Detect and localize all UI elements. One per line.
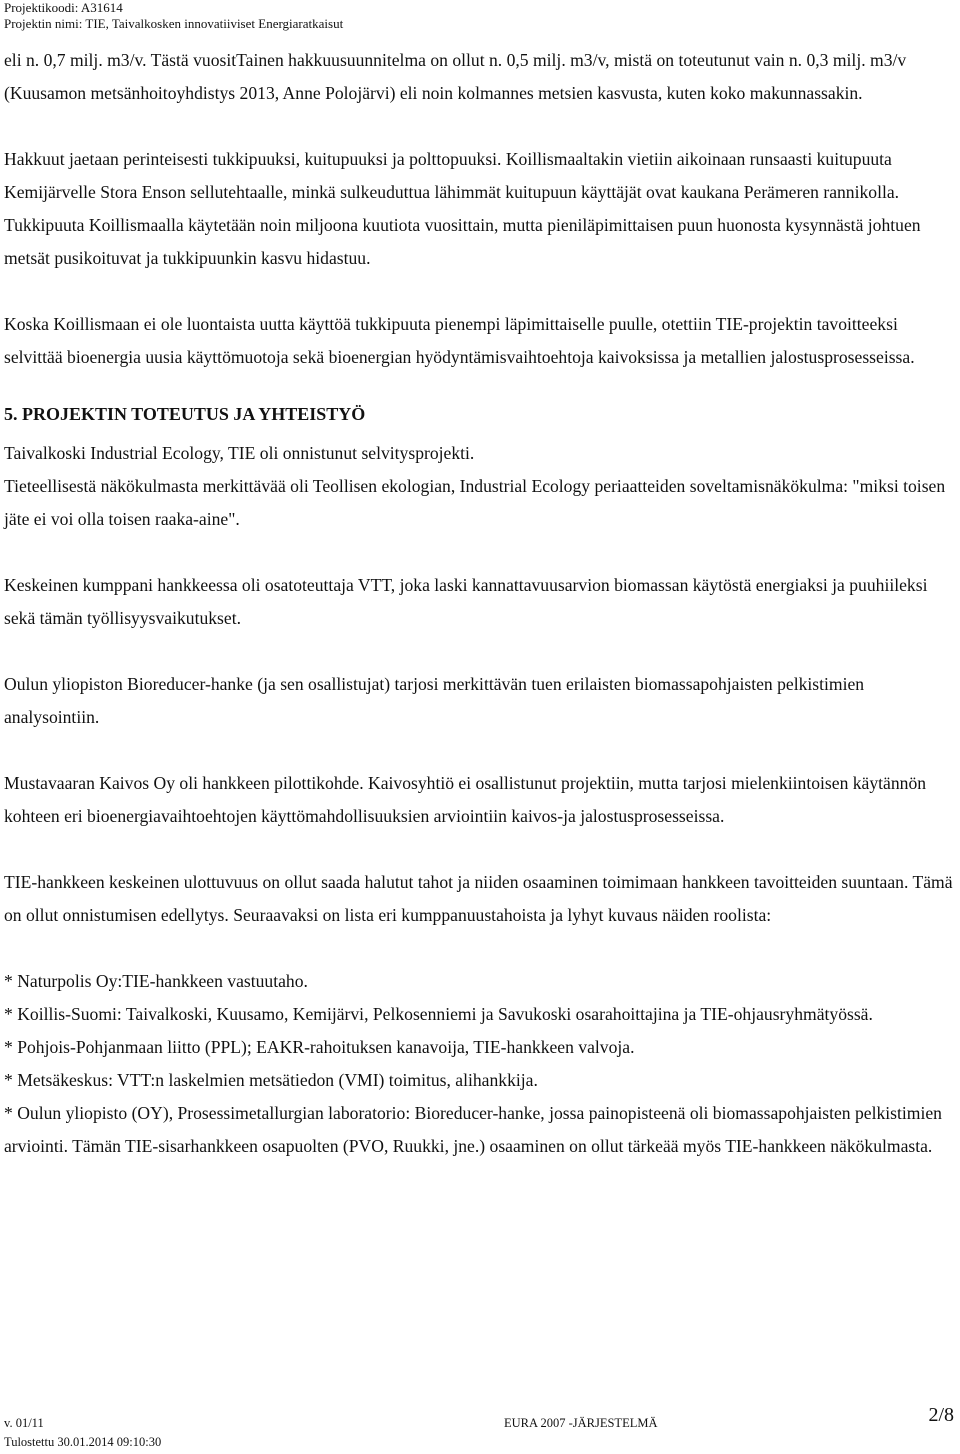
partner-list <box>4 965 956 1163</box>
document-body <box>4 44 956 1163</box>
paragraph-mustavaara: Mustavaaran Kaivos Oy oli hankkeen pilottikohde. Kaivosyhtiö ei osallistunut projektiin, mutta tarjosi mielenkiintoisen käytännön kohteen eri bioenergiavaihtoehtojen käyttömahdollisuuksien arviointiin kaivos-ja jalostusprosesseissa. <box>4 773 927 826</box>
paragraph-tie-summary: Taivalkoski Industrial Ecology, TIE oli onnistunut selvitysprojekti. <box>4 443 475 463</box>
project-name: Projektin nimi: TIE, Taivalkosken innovatiiviset Energiaratkaisut <box>4 16 344 31</box>
section-heading: 5. PROJEKTIN TOTEUTUS JA YHTEISTYÖ <box>4 404 366 424</box>
page-header <box>4 0 343 32</box>
partner-item: * Koillis-Suomi: Taivalkoski, Kuusamo, Kemijärvi, Pelkosenniemi ja Savukoski osarahoittajina ja TIE-ohjausryhmätyössä. <box>4 1004 873 1024</box>
paragraph-harvest-types: Hakkuut jaetaan perinteisesti tukkipuuksi, kuitupuuksi ja polttopuuksi. Koillismaaltakin vietiin aikoinaan runsaasti kuitupuuta Kemijärvelle Stora Enson sellutehtaalle, minkä sulkeuduttua lähimmät kuitupuun käyttäjät ovat kaukana Perämeren rannikolla. Tukkipuuta Koillismaalla käytetään noin miljoona kuutiota vuosittain, mutta pieniläpimittaisen puun huonosta kysynnästä johtuen metsät pusikoituvat ja tukkipuunkin kasvu hidastuu. <box>4 149 921 268</box>
system-name: EURA 2007 -JÄRJESTELMÄ <box>504 1416 658 1430</box>
partner-item: * Metsäkeskus: VTT:n laskelmien metsätiedon (VMI) toimitus, alihankkija. <box>4 1070 538 1090</box>
project-code: Projektikoodi: A31614 <box>4 0 123 15</box>
page-footer <box>4 1404 956 1454</box>
form-version: v. 01/11 <box>4 1416 44 1430</box>
paragraph-bioreducer: Oulun yliopiston Bioreducer-hanke (ja sen osallistujat) tarjosi merkittävän tuen erilaisten biomassapohjaisten pelkistimien analysointiin. <box>4 674 865 727</box>
paragraph-project-goal: Koska Koillismaan ei ole luontaista uutta käyttöä tukkipuuta pienempi läpimittaiselle puulle, otettiin TIE-projektin tavoitteeksi selvittää bioenergia uusia käyttömuotoja sekä bioenergian hyödyntämisvaihtoehtoja kaivoksissa ja metallien jalostusprosesseissa. <box>4 314 915 367</box>
paragraph-vtt: Keskeinen kumppani hankkeessa oli osatoteuttaja VTT, joka laski kannattavuusarvion biomassan käytöstä energiaksi ja puuhiileksi sekä tämän työllisyysvaikutukset. <box>4 575 928 628</box>
paragraph-industrial-ecology: Tieteellisestä näkökulmasta merkittävää oli Teollisen ekologian, Industrial Ecology periaatteiden soveltamisnäkökulma: "miksi toisen jäte ei voi olla toisen raaka-aine". <box>4 476 946 529</box>
paragraph-harvest-volume: eli n. 0,7 milj. m3/v. Tästä vuositTainen hakkuusuunnitelma on ollut n. 0,5 milj. m3/v, mistä on toteutunut vain n. 0,3 milj. m3/v (Kuusamon metsänhoitoyhdistys 2013, Anne Polojärvi) eli noin kolmannes metsien kasvusta, kuten koko makunnassakin. <box>4 50 907 103</box>
page-number: 2/8 <box>928 1404 954 1426</box>
print-timestamp: Tulostettu 30.01.2014 09:10:30 <box>4 1435 162 1449</box>
partner-item: * Oulun yliopisto (OY), Prosessimetallurgian laboratorio: Bioreducer-hanke, jossa painopisteenä oli biomassapohjaisten pelkistimien arviointi. Tämän TIE-sisarhankkeen osapuolten (PVO, Ruukki, jne.) osaaminen on ollut tärkeää myös TIE-hankkeen näkökulmasta. <box>4 1103 942 1156</box>
paragraph-partners-intro: TIE-hankkeen keskeinen ulottuvuus on ollut saada halutut tahot ja niiden osaaminen toimimaan hankkeen tavoitteiden suuntaan. Tämä on ollut onnistumisen edellytys. Seuraavaksi on lista eri kumppanuustahoista ja lyhyt kuvaus näiden roolista: <box>4 872 953 925</box>
partner-item: * Naturpolis Oy:TIE-hankkeen vastuutaho. <box>4 971 308 991</box>
partner-item: * Pohjois-Pohjanmaan liitto (PPL); EAKR-rahoituksen kanavoija, TIE-hankkeen valvoja. <box>4 1037 635 1057</box>
